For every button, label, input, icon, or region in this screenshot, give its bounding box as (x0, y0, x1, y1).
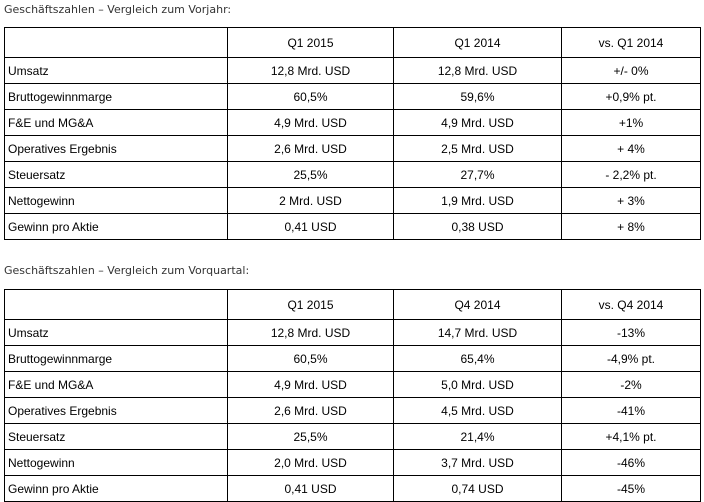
value-compare: 12,8 Mrd. USD (394, 58, 562, 84)
table-row (5, 450, 701, 476)
row-label: Bruttogewinnmarge (5, 84, 228, 110)
value-compare: 14,7 Mrd. USD (394, 320, 562, 346)
header-period-compare: Q4 2014 (394, 290, 562, 320)
value-change: +0,9% pt. (562, 84, 701, 110)
table-row (5, 188, 701, 214)
value-current: 2,6 Mrd. USD (228, 136, 394, 162)
value-change: -46% (562, 450, 701, 476)
value-compare: 4,9 Mrd. USD (394, 110, 562, 136)
header-label-cell (5, 28, 228, 58)
value-current: 12,8 Mrd. USD (228, 58, 394, 84)
table-row (5, 372, 701, 398)
value-current: 4,9 Mrd. USD (228, 110, 394, 136)
value-current: 12,8 Mrd. USD (228, 320, 394, 346)
value-current: 60,5% (228, 346, 394, 372)
value-current: 60,5% (228, 84, 394, 110)
row-label: Operatives Ergebnis (5, 398, 228, 424)
table-header-row (5, 28, 701, 58)
value-compare: 65,4% (394, 346, 562, 372)
value-change: - 2,2% pt. (562, 162, 701, 188)
value-compare: 21,4% (394, 424, 562, 450)
table-header-row (5, 290, 701, 320)
value-current: 25,5% (228, 162, 394, 188)
value-change: +/- 0% (562, 58, 701, 84)
table-row (5, 398, 701, 424)
row-label: Umsatz (5, 320, 228, 346)
value-current: 0,41 USD (228, 214, 394, 240)
row-label: Operatives Ergebnis (5, 136, 228, 162)
value-change: + 3% (562, 188, 701, 214)
table-row (5, 110, 701, 136)
header-change: vs. Q4 2014 (562, 290, 701, 320)
value-change: -41% (562, 398, 701, 424)
header-period-current: Q1 2015 (228, 290, 394, 320)
value-compare: 5,0 Mrd. USD (394, 372, 562, 398)
header-label-cell (5, 290, 228, 320)
value-change: -2% (562, 372, 701, 398)
value-change: + 8% (562, 214, 701, 240)
row-label: Umsatz (5, 58, 228, 84)
table-row (5, 320, 701, 346)
table-row (5, 58, 701, 84)
value-change: -13% (562, 320, 701, 346)
table-row (5, 424, 701, 450)
table-quarter-over-quarter (4, 289, 701, 502)
table-row (5, 162, 701, 188)
row-label: F&E und MG&A (5, 372, 228, 398)
header-period-compare: Q1 2014 (394, 28, 562, 58)
value-current: 2,0 Mrd. USD (228, 450, 394, 476)
value-current: 4,9 Mrd. USD (228, 372, 394, 398)
value-current: 25,5% (228, 424, 394, 450)
value-compare: 1,9 Mrd. USD (394, 188, 562, 214)
value-change: +1% (562, 110, 701, 136)
table-row (5, 476, 701, 502)
value-current: 2,6 Mrd. USD (228, 398, 394, 424)
value-compare: 2,5 Mrd. USD (394, 136, 562, 162)
table-year-over-year (4, 27, 701, 240)
value-compare: 0,74 USD (394, 476, 562, 502)
row-label: Steuersatz (5, 162, 228, 188)
row-label: F&E und MG&A (5, 110, 228, 136)
value-compare: 3,7 Mrd. USD (394, 450, 562, 476)
value-change: + 4% (562, 136, 701, 162)
section-title-quarter-over-quarter: Geschäftszahlen – Vergleich zum Vorquartal: (4, 264, 250, 277)
value-compare: 4,5 Mrd. USD (394, 398, 562, 424)
row-label: Gewinn pro Aktie (5, 476, 228, 502)
section-title-year-over-year: Geschäftszahlen – Vergleich zum Vorjahr: (4, 3, 232, 16)
row-label: Nettogewinn (5, 450, 228, 476)
value-compare: 0,38 USD (394, 214, 562, 240)
value-change: -4,9% pt. (562, 346, 701, 372)
row-label: Bruttogewinnmarge (5, 346, 228, 372)
table-row (5, 214, 701, 240)
value-change: -45% (562, 476, 701, 502)
table-row (5, 346, 701, 372)
table-row (5, 136, 701, 162)
value-compare: 59,6% (394, 84, 562, 110)
row-label: Gewinn pro Aktie (5, 214, 228, 240)
value-compare: 27,7% (394, 162, 562, 188)
value-current: 0,41 USD (228, 476, 394, 502)
row-label: Steuersatz (5, 424, 228, 450)
value-current: 2 Mrd. USD (228, 188, 394, 214)
header-period-current: Q1 2015 (228, 28, 394, 58)
header-change: vs. Q1 2014 (562, 28, 701, 58)
table-row (5, 84, 701, 110)
row-label: Nettogewinn (5, 188, 228, 214)
value-change: +4,1% pt. (562, 424, 701, 450)
